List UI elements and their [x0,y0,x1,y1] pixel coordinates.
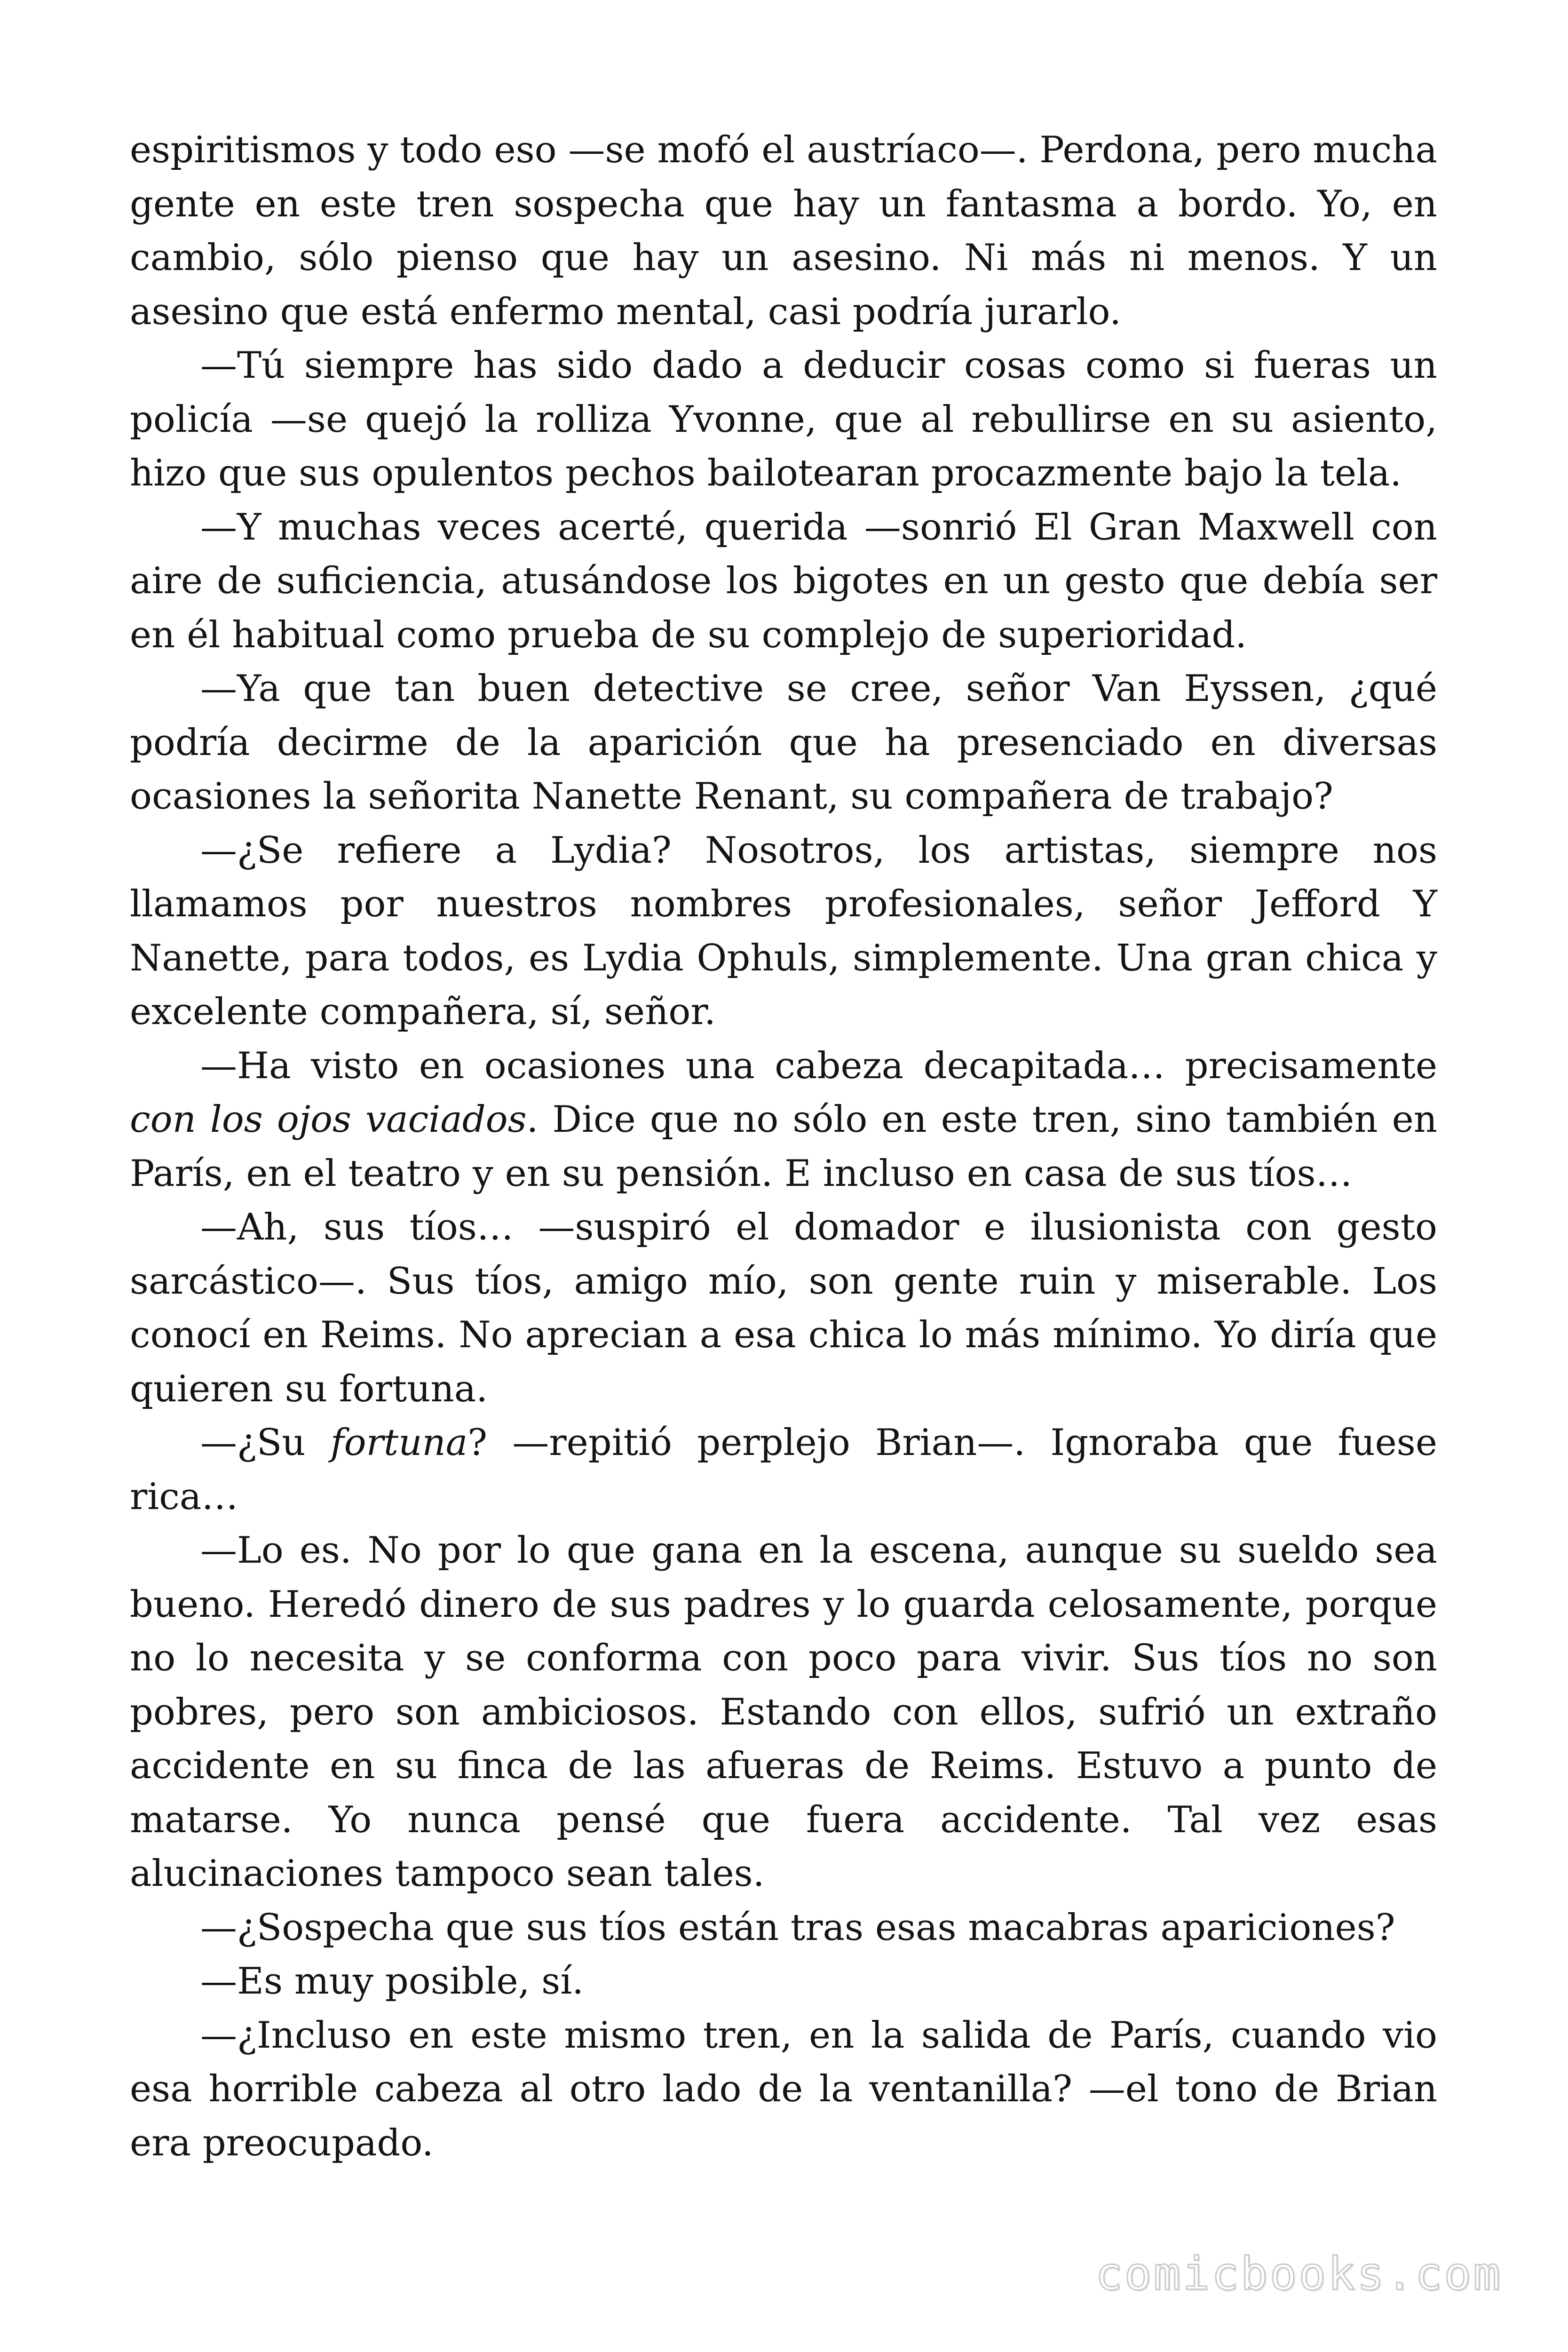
paragraph: —¿Se refiere a Lydia? Nosotros, los artistas, siempre nos llamamos por nuestros nombres profesionales, señor Jefford Y Nanette, para todos, es Lydia Ophuls, simplemente. Una gran chica y excelente compañera, sí, señor. [130,829,1437,1033]
italic-phrase: fortuna [330,1422,468,1464]
paragraph [130,1416,1437,1524]
text-column [130,123,1437,2170]
paragraph: —Lo es. No por lo que gana en la escena, aunque su sueldo sea bueno. Heredó dinero de sus padres y lo guarda celosamente, porque no lo necesita y se conforma con poco para vivir. Sus tíos no son pobres, pero son ambiciosos. Estando con ellos, sufrió un extraño accidente en su finca de las afueras de Reims. Estuvo a punto de matarse. Yo nunca pensé que fuera accidente. Tal vez esas alucinaciones tampoco sean tales. [130,1529,1437,1895]
paragraph-text: —¿Su [200,1422,331,1464]
paragraph: —Y muchas veces acerté, querida —sonrió El Gran Maxwell con aire de suficiencia, atusándose los bigotes en un gesto que debía ser en él habitual como prueba de su complejo de superioridad. [130,506,1437,656]
paragraph: —Tú siempre has sido dado a deducir cosas como si fueras un policía —se quejó la rolliza Yvonne, que al rebullirse en su asiento, hizo que sus opulentos pechos bailotearan procazmente bajo la tela. [130,344,1437,494]
paragraph: —¿Incluso en este mismo tren, en la salida de París, cuando vio esa horrible cabeza al otro lado de la ventanilla? —el tono de Brian era preocupado. [130,2014,1437,2164]
italic-phrase: con los ojos vaciados [130,1098,527,1141]
paragraph-text: —Ha visto en ocasiones una cabeza decapitada… precisamente [200,1044,1437,1087]
paragraph: —Ya que tan buen detective se cree, señor Van Eyssen, ¿qué podría decirme de la aparición que ha presenciado en diversas ocasiones la señorita Nanette Renant, su compañera de trabajo? [130,667,1437,818]
paragraph [130,1039,1437,1201]
watermark: comicbooks.com [1095,2248,1502,2300]
paragraph: —Ah, sus tíos… —suspiró el domador e ilusionista con gesto sarcástico—. Sus tíos, amigo mío, son gente ruin y miserable. Los conocí en Reims. No aprecian a esa chica lo más mínimo. Yo diría que quieren su fortuna. [130,1206,1437,1410]
paragraph: —¿Sospecha que sus tíos están tras esas macabras apariciones? [200,1906,1395,1949]
paragraph: espiritismos y todo eso —se mofó el austríaco—. Perdona, pero mucha gente en este tren sospecha que hay un fantasma a bordo. Yo, en cambio, sólo pienso que hay un asesino. Ni más ni menos. Y un asesino que está enfermo mental, casi podría jurarlo. [130,129,1437,333]
paragraph-text: . Dice que no sólo en este tren, sino también en París, en el teatro y en su pensión. E incluso en casa de sus tíos… [130,1098,1437,1195]
paragraph-text: ? —repitió perplejo Brian—. Ignoraba que fuese rica… [130,1422,1437,1518]
paragraph: —Es muy posible, sí. [200,1960,584,2002]
